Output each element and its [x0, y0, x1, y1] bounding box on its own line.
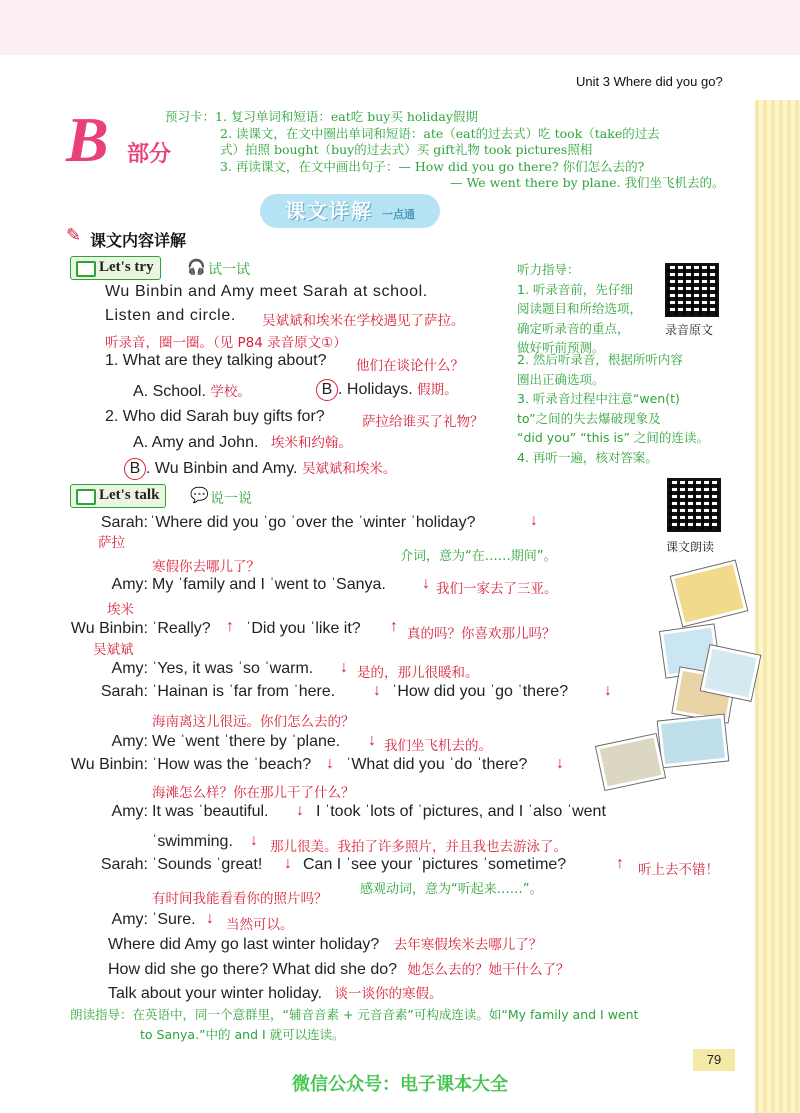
- dialogue-line: ˈSounds ˈgreat!: [152, 856, 263, 873]
- intonation-arrow: ↓: [250, 832, 258, 849]
- guide-line: 3. 听录音过程中注意“wen(t): [517, 391, 680, 406]
- listening-guide-cont: [517, 350, 752, 467]
- intonation-arrow: ↑: [616, 855, 624, 872]
- speaker: Amy:: [111, 803, 148, 820]
- try-q1: 1. What are they talking about?: [105, 352, 327, 369]
- guide-line: “did you” “this is” 之间的连读。: [517, 430, 709, 445]
- speaker: Sarah:: [100, 856, 148, 873]
- option-b-cn: 吴斌斌和埃米。: [301, 461, 397, 477]
- dialogue-cn: 我们一家去了三亚。: [436, 581, 558, 597]
- circled-answer: B: [316, 379, 338, 401]
- dialogue-cn: 我们坐飞机去的。: [384, 738, 492, 754]
- preview-card: [165, 109, 755, 192]
- try-intro-2: Listen and circle.: [105, 307, 236, 324]
- option-b: . Holidays.: [338, 381, 413, 398]
- reading-tip: [70, 1005, 740, 1045]
- listening-guide: [517, 260, 667, 358]
- headphone-icon: 🎧: [187, 259, 206, 276]
- intonation-arrow: ↓: [368, 732, 376, 749]
- dialogue-line: ˈYes, it was ˈso ˈwarm.: [152, 660, 314, 677]
- qr-code[interactable]: [667, 478, 721, 532]
- try-q2-cn: 萨拉给谁买了礼物？: [362, 414, 484, 430]
- option-a: A. School.: [133, 383, 206, 400]
- intonation-arrow: ↓: [340, 659, 348, 676]
- book-icon: [76, 489, 96, 505]
- tip-line: 朗读指导：在英语中，同一个意群里，“辅音音素 + 元音音素”可构成连读。如“My family and I went: [70, 1007, 639, 1022]
- guide-line: 2. 然后听录音，根据所听内容: [517, 352, 683, 367]
- speaker: Amy:: [111, 733, 148, 750]
- question-cn: 她怎么去的？她干什么了？: [407, 962, 570, 978]
- footer-watermark: 微信公众号：电子课本大全: [292, 1074, 508, 1095]
- dialogue-cn: 寒假你去哪儿了？: [152, 559, 260, 575]
- speech-icon: 💬: [190, 487, 209, 504]
- page-edge-decoration: [755, 100, 800, 1113]
- question-cn: 谈一谈你的寒假。: [334, 986, 443, 1002]
- try-q2: 2. Who did Sarah buy gifts for?: [105, 408, 325, 425]
- qr-code[interactable]: [665, 263, 719, 317]
- lesson-banner: [260, 194, 440, 228]
- try-intro-2-cn: 吴斌斌和埃米在学校遇见了萨拉。: [262, 313, 465, 329]
- try-intro-3: 听录音，圈一圈。（见 P84 录音原文①）: [105, 335, 347, 351]
- circled-answer: B: [124, 458, 146, 480]
- intonation-arrow: ↓: [326, 755, 334, 772]
- dialogue-line: It was ˈbeautiful.: [152, 803, 269, 820]
- guide-line: 阅读题目和所给选项，: [517, 301, 643, 316]
- option-a-cn: 学校。: [210, 384, 251, 400]
- dialogue-cn: 听上去不错！: [638, 862, 719, 878]
- speaker: Amy:: [111, 911, 148, 928]
- try-q2-a: [133, 431, 352, 452]
- lets-try-label: Let's try: [99, 259, 154, 275]
- question-text: Where did Amy go last winter holiday?: [108, 936, 380, 953]
- lets-talk-tag: [70, 484, 166, 508]
- banner-title: 课文详解: [285, 199, 374, 223]
- section-title: 课文内容详解: [90, 231, 187, 250]
- speaker: Wu Binbin:: [70, 756, 148, 773]
- lets-talk-label: Let's talk: [99, 487, 160, 503]
- option-a-cn: 埃米和约翰。: [270, 435, 352, 451]
- dialogue-line: ˈHow was the ˈbeach?: [152, 756, 312, 773]
- lets-try-sub: 试一试: [208, 262, 250, 278]
- dialogue-cn: 当然可以。: [226, 917, 294, 933]
- speaker: Sarah:: [100, 514, 148, 531]
- guide-line: 圈出正确选项。: [517, 371, 605, 387]
- speaker: Wu Binbin:: [70, 620, 148, 637]
- option-a: A. Amy and John.: [133, 434, 259, 451]
- intonation-arrow: ↓: [206, 910, 214, 927]
- try-intro-1: Wu Binbin and Amy meet Sarah at school.: [105, 283, 428, 300]
- intonation-arrow: ↓: [556, 755, 564, 772]
- holiday-photo: [596, 734, 665, 790]
- grammar-note: 介词，意为“在……期间”。: [400, 549, 557, 564]
- dialogue-cn: 有时间我能看看你的照片吗？: [152, 891, 328, 907]
- page-number: 79: [693, 1049, 735, 1071]
- preview-line: 3. 再读课文，在文中画出句子：— How did you go there? 你们怎么去的?: [220, 158, 645, 174]
- holiday-photo: [671, 561, 747, 626]
- holiday-photo: [658, 715, 728, 768]
- unit-header: Unit 3 Where did you go?: [576, 74, 723, 89]
- dialogue-line: ˈHow did you ˈgo ˈthere?: [392, 683, 569, 700]
- intonation-arrow: ↓: [373, 682, 381, 699]
- question-line: [108, 933, 542, 954]
- guide-line: to”之间的失去爆破现象及: [517, 410, 661, 426]
- speaker: Amy:: [111, 660, 148, 677]
- dialogue-line: ˈswimming.: [152, 833, 233, 850]
- intonation-arrow: ↑: [390, 618, 398, 635]
- guide-line: 1. 听录音前，先仔细: [517, 281, 633, 297]
- dialogue-cn: 海南离这儿很远。你们怎么去的？: [152, 714, 355, 730]
- dialogue-line: ˈSure.: [152, 911, 196, 928]
- option-b: . Wu Binbin and Amy.: [146, 460, 298, 477]
- guide-title: 听力指导：: [517, 262, 580, 277]
- grammar-note: 感观动词，意为“听起来……”。: [360, 882, 543, 897]
- intonation-arrow: ↓: [284, 855, 292, 872]
- dialogue-line: ˈDid you ˈlike it?: [246, 620, 361, 637]
- speaker: Amy:: [111, 576, 148, 593]
- qr-caption: 录音原文: [665, 323, 714, 337]
- dialogue-line: Can I ˈsee your ˈpictures ˈsometime?: [303, 856, 567, 873]
- book-icon: [76, 261, 96, 277]
- dialogue-line: I ˈtook ˈlots of ˈpictures, and I ˈalso ˈwent: [316, 803, 606, 820]
- try-q2-b: [124, 457, 396, 480]
- part-letter: B: [66, 104, 109, 175]
- question-text: Talk about your winter holiday.: [108, 985, 323, 1002]
- try-q1-b: [316, 378, 458, 401]
- dialogue-line: ˈReally?: [152, 620, 211, 637]
- question-text: How did she go there? What did she do?: [108, 961, 398, 978]
- try-q1-cn: 他们在谈论什么？: [356, 358, 464, 374]
- dialogue-cn: 真的吗？你喜欢那儿吗？: [407, 626, 556, 642]
- dialogue-cn: 是的，那儿很暖和。: [357, 665, 479, 681]
- dialogue-line: ˈHainan is ˈfar from ˈhere.: [152, 683, 336, 700]
- intonation-arrow: ↑: [226, 618, 234, 635]
- pencil-icon: ✎: [66, 225, 82, 245]
- speaker-cn: 萨拉: [98, 535, 125, 551]
- question-cn: 去年寒假埃米去哪儿了？: [393, 937, 543, 953]
- dialogue-line: My ˈfamily and I ˈwent to ˈSanya.: [152, 576, 386, 593]
- preview-line: — We went there by plane. 我们坐飞机去的。: [450, 175, 725, 190]
- speaker-cn: 吴斌斌: [93, 642, 134, 658]
- intonation-arrow: ↓: [604, 682, 612, 699]
- part-label: 部分: [127, 142, 172, 167]
- dialogue-line: ˈWhere did you ˈgo ˈover the ˈwinter ˈholiday?: [150, 514, 476, 531]
- top-band: [0, 0, 800, 55]
- speaker: Sarah:: [100, 683, 148, 700]
- dialogue-cn: 那儿很美。我拍了许多照片，并且我也去游泳了。: [270, 839, 567, 855]
- lets-try-tag: [70, 256, 161, 280]
- qr-caption: 课文朗读: [666, 540, 715, 554]
- guide-line: 4. 再听一遍，核对答案。: [517, 449, 658, 465]
- preview-line: 预习卡：1. 复习单词和短语：eat吃 buy买 holiday假期: [165, 109, 478, 124]
- dialogue-line: ˈWhat did you ˈdo ˈthere?: [346, 756, 528, 773]
- preview-line: 2. 读课文，在文中圈出单词和短语：ate（eat的过去式）吃 took（take的过去: [220, 125, 660, 141]
- option-b-cn: 假期。: [417, 382, 458, 398]
- question-line: [108, 982, 443, 1003]
- intonation-arrow: ↓: [422, 575, 430, 592]
- intonation-arrow: ↓: [530, 512, 538, 529]
- preview-line: 式）拍照 bought（buy的过去式）买 gift礼物 took pictures照相: [220, 142, 593, 157]
- dialogue-line: We ˈwent ˈthere by ˈplane.: [152, 733, 341, 750]
- speaker-cn: 埃米: [107, 602, 134, 618]
- banner-sub: 一点通: [381, 208, 415, 221]
- question-line: [108, 958, 570, 979]
- dialogue-cn: 海滩怎么样？你在那儿干了什么？: [152, 785, 355, 801]
- guide-line: 做好听前预测。: [517, 340, 605, 355]
- guide-line: 确定听录音的重点，: [517, 320, 630, 336]
- try-q1-a: [133, 380, 251, 401]
- lets-talk-sub: 说一说: [210, 491, 252, 507]
- tip-line: to Sanya.”中的 and I 就可以连读。: [140, 1027, 345, 1042]
- intonation-arrow: ↓: [296, 802, 304, 819]
